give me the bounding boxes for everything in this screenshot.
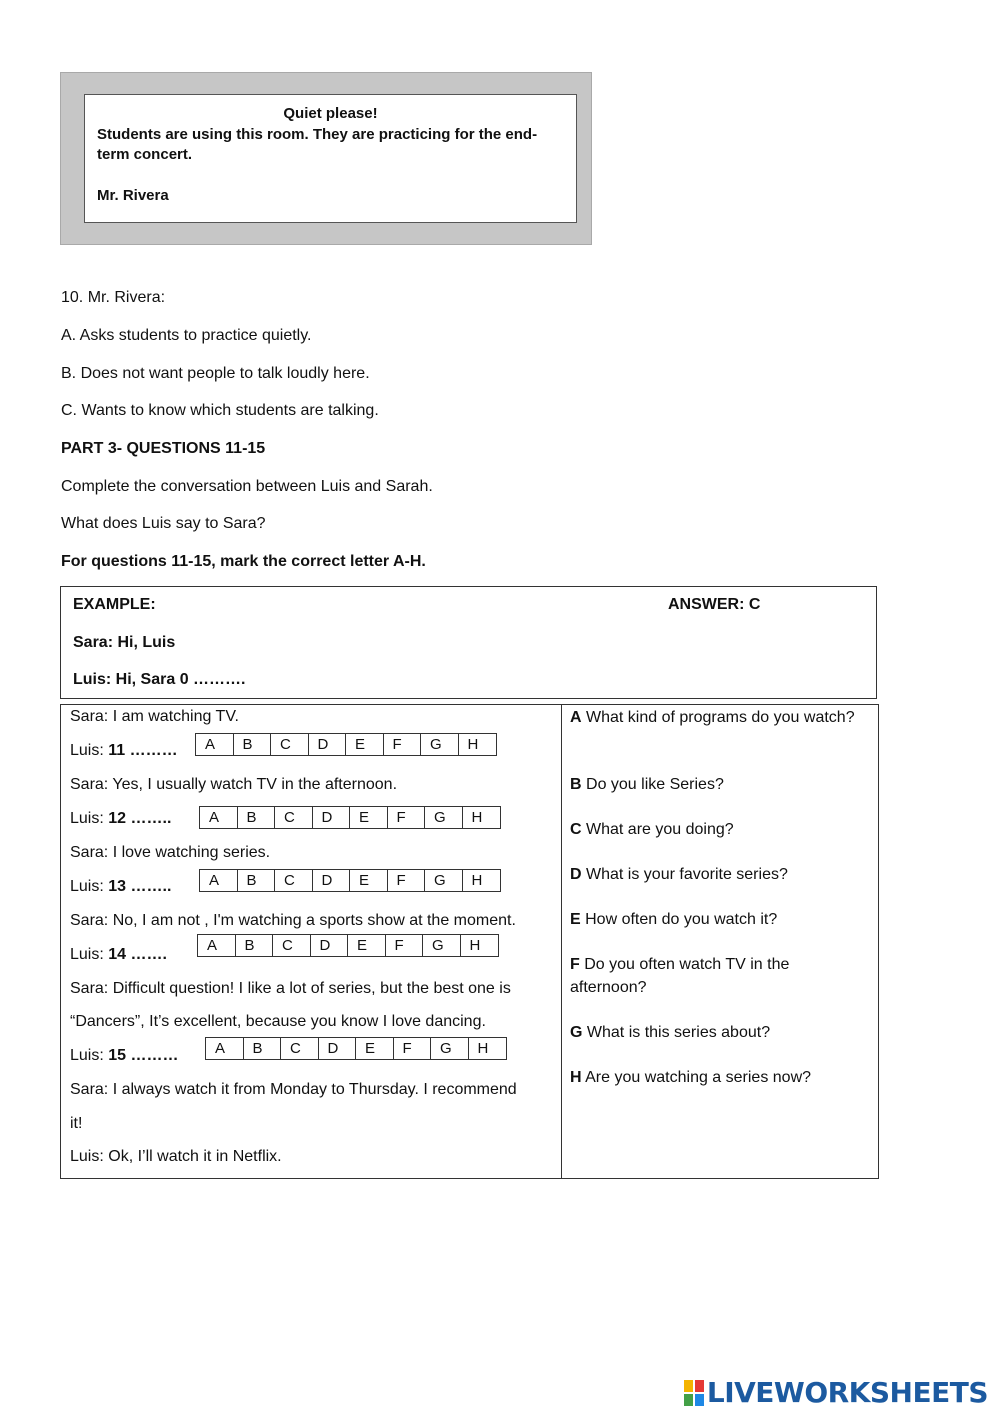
question-10-stem: 10. Mr. Rivera: (61, 289, 166, 306)
answer-cell-f[interactable]: F (394, 1038, 432, 1059)
item-number: 13 (108, 878, 127, 895)
answer-cell-h[interactable]: H (469, 937, 481, 954)
answer-cell-e[interactable]: E (346, 734, 384, 755)
example-line-1: Sara: Hi, Luis (73, 634, 176, 651)
example-line-2: Luis: Hi, Sara 0 ………. (73, 671, 246, 688)
dialogue-line: Sara: Yes, I usually watch TV in the afternoon. (70, 776, 398, 793)
answer-cell-h[interactable]: H (471, 872, 483, 889)
option-text: What are you doing? (581, 821, 734, 838)
answer-grid-11 (195, 733, 497, 756)
answer-cell-f[interactable]: F (384, 734, 422, 755)
luis-line-14 (70, 946, 167, 964)
part3-intro: Complete the conversation between Luis and Sarah. (61, 478, 433, 495)
option-g (570, 1021, 860, 1044)
item-dots: ……… (126, 1047, 179, 1064)
liveworksheets-logo (684, 1376, 988, 1409)
example-answer: ANSWER: C (668, 596, 761, 613)
logo-mark-icon (684, 1380, 704, 1406)
answer-cell-d[interactable]: D (313, 870, 351, 891)
answer-cell-c[interactable]: C (273, 935, 311, 956)
dialogue-line: Sara: Difficult question! I like a lot of series, but the best one is (70, 980, 511, 997)
notice-body: Students are using this room. They are practicing for the end-term concert. (97, 125, 538, 163)
luis-line-12 (70, 810, 171, 828)
option-letter: B (570, 776, 582, 793)
dialogue-line: it! (70, 1115, 83, 1132)
part3-heading: PART 3- QUESTIONS 11-15 (61, 440, 266, 457)
notice-card (84, 94, 577, 223)
option-text: Do you often watch TV in the afternoon? (570, 956, 790, 996)
option-d (570, 863, 860, 886)
answer-grid-14 (197, 934, 499, 957)
example-label: EXAMPLE: (73, 596, 156, 613)
luis-prefix: Luis: (70, 810, 109, 827)
answer-cell-h[interactable]: H (471, 809, 483, 826)
dialogue-line: Sara: I love watching series. (70, 844, 271, 861)
item-number: 12 (108, 810, 127, 827)
dialogue-line: “Dancers”, It’s excellent, because you know I love dancing. (70, 1013, 486, 1030)
luis-prefix: Luis: (70, 742, 109, 759)
answer-cell-f[interactable]: F (388, 807, 426, 828)
answer-cell-e[interactable]: E (356, 1038, 394, 1059)
option-text: How often do you watch it? (580, 911, 778, 928)
item-dots: …….. (126, 878, 172, 895)
answer-cell-g[interactable]: G (423, 935, 461, 956)
option-h (570, 1066, 860, 1089)
answer-cell-c[interactable]: C (275, 870, 313, 891)
option-text: Are you watching a series now? (581, 1069, 812, 1086)
answer-cell-e[interactable]: E (348, 935, 386, 956)
answer-cell-d[interactable]: D (313, 807, 351, 828)
answer-cell-g[interactable]: G (421, 734, 459, 755)
dialogue-line: Sara: No, I am not , I'm watching a sports show at the moment. (70, 912, 516, 929)
answer-cell-c[interactable]: C (275, 807, 313, 828)
luis-prefix: Luis: (70, 878, 109, 895)
option-letter: C (570, 821, 582, 838)
question-10-option-b[interactable]: B. Does not want people to talk loudly here. (61, 365, 370, 382)
luis-line-11 (70, 742, 178, 760)
answer-cell-g[interactable]: G (425, 807, 463, 828)
option-c (570, 818, 860, 841)
notice-frame (60, 72, 592, 245)
item-dots: …….. (126, 810, 172, 827)
answer-cell-f[interactable]: F (388, 870, 426, 891)
option-f (570, 953, 860, 999)
answer-cell-e[interactable]: E (350, 870, 388, 891)
answer-cell-b[interactable]: B (236, 935, 274, 956)
answer-cell-g[interactable]: G (431, 1038, 469, 1059)
luis-line-15 (70, 1047, 179, 1065)
column-divider (561, 705, 562, 1178)
answer-cell-d[interactable]: D (309, 734, 347, 755)
answer-cell-d[interactable]: D (319, 1038, 357, 1059)
answer-cell-h[interactable]: H (467, 736, 479, 753)
item-dots: ……… (125, 742, 178, 759)
answer-cell-b[interactable]: B (244, 1038, 282, 1059)
answer-cell-e[interactable]: E (350, 807, 388, 828)
question-10-option-c[interactable]: C. Wants to know which students are talking. (61, 402, 379, 419)
answer-cell-a[interactable]: A (198, 935, 236, 956)
option-a (570, 706, 860, 729)
dialogue-box (60, 704, 879, 1179)
notice-title: Quiet please! (283, 105, 378, 122)
question-10-option-a[interactable]: A. Asks students to practice quietly. (61, 327, 312, 344)
answer-cell-c[interactable]: C (281, 1038, 319, 1059)
option-letter: A (570, 709, 582, 726)
option-letter: G (570, 1024, 583, 1041)
option-letter: E (570, 911, 581, 928)
option-text: What kind of programs do you watch? (581, 709, 855, 726)
answer-cell-h[interactable]: H (477, 1040, 489, 1057)
dialogue-line: Luis: Ok, I’ll watch it in Netflix. (70, 1148, 282, 1165)
item-dots: ……. (126, 946, 167, 963)
option-text: What is your favorite series? (581, 866, 788, 883)
option-letter: F (570, 956, 580, 973)
dialogue-line: Sara: I am watching TV. (70, 708, 239, 725)
option-letter: H (570, 1069, 582, 1086)
item-number: 15 (108, 1047, 127, 1064)
part3-instruction: For questions 11-15, mark the correct letter A-H. (61, 553, 426, 570)
answer-grid-15 (205, 1037, 507, 1060)
item-number: 11 (108, 742, 126, 759)
answer-cell-g[interactable]: G (425, 870, 463, 891)
answer-grid-13 (199, 869, 501, 892)
option-b (570, 773, 860, 796)
answer-cell-a[interactable]: A (196, 734, 234, 755)
answer-cell-d[interactable]: D (311, 935, 349, 956)
answer-cell-c[interactable]: C (271, 734, 309, 755)
luis-prefix: Luis: (70, 1047, 109, 1064)
option-e (570, 908, 860, 931)
example-box (60, 586, 877, 699)
notice-signature: Mr. Rivera (97, 186, 169, 204)
answer-cell-b[interactable]: B (238, 807, 276, 828)
answer-cell-a[interactable]: A (206, 1038, 244, 1059)
answer-cell-b[interactable]: B (238, 870, 276, 891)
answer-cell-a[interactable]: A (200, 870, 238, 891)
option-text: What is this series about? (582, 1024, 771, 1041)
answer-cell-f[interactable]: F (386, 935, 424, 956)
dialogue-line: Sara: I always watch it from Monday to Thursday. I recommend (70, 1081, 517, 1098)
item-number: 14 (108, 946, 127, 963)
answer-cell-b[interactable]: B (234, 734, 272, 755)
luis-prefix: Luis: (70, 946, 109, 963)
answer-grid-12 (199, 806, 501, 829)
option-text: Do you like Series? (581, 776, 724, 793)
answer-cell-a[interactable]: A (200, 807, 238, 828)
option-letter: D (570, 866, 582, 883)
brand-name: LIVEWORKSHEETS (706, 1376, 988, 1409)
part3-question: What does Luis say to Sara? (61, 515, 266, 532)
luis-line-13 (70, 878, 171, 896)
